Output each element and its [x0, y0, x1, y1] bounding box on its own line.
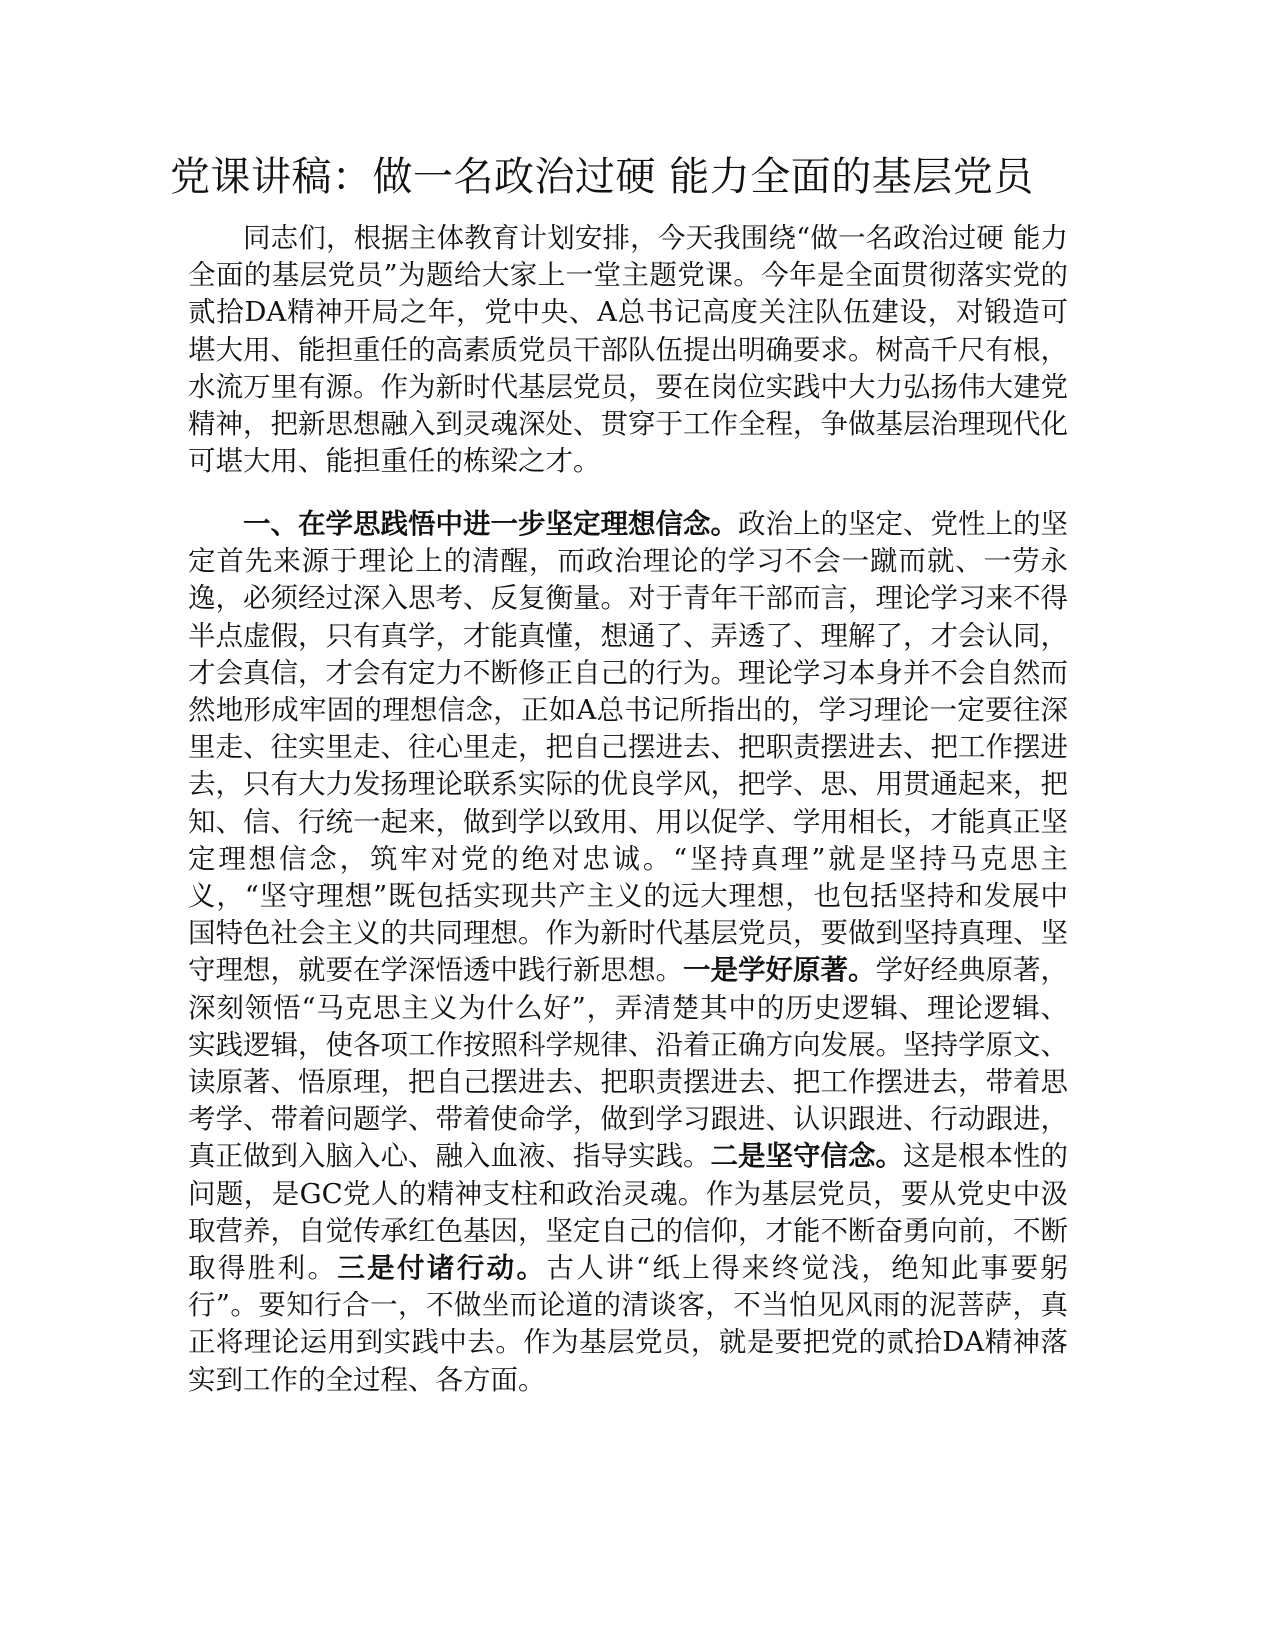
section-1-paragraph	[188, 506, 1068, 1399]
section-1-heading: 一、在学思践悟中进一步坚定理想信念。	[243, 508, 738, 540]
point-1-text: 学好经典原著，深刻领悟“马克思主义为什么好”，弄清楚其中的历史逻辑、理论逻辑、实践逻辑，使各项工作按照科学规律、沿着正确方向发展。坚持学原文、读原著、悟原理，把自己摆进去、把职责摆进去、把工作摆进去，带着思考学、带着问题学、带着使命学，做到学习跟进、认识跟进、行动跟进，真正做到入脑入心、融入血液、指导实践。	[188, 954, 1068, 1173]
intro-paragraph: 同志们，根据主体教育计划安排，今天我围绕“做一名政治过硬 能力全面的基层党员”为题给大家上一堂主题党课。今年是全面贯彻落实党的贰拾DA精神开局之年，党中央、A总书记高度关注队伍建设，对锻造可堪大用、能担重任的高素质党员干部队伍提出明确要求。树高千尺有根，水流万里有源。作为新时代基层党员，要在岗位实践中大力弘扬伟大建党精神，把新思想融入到灵魂深处、贯穿于工作全程，争做基层治理现代化可堪大用、能担重任的栋梁之才。	[188, 222, 1068, 478]
point-3-text: 古人讲“纸上得来终觉浅，绝知此事要躬行”。要知行合一，不做坐而论道的清谈客，不当怕见风雨的泥菩萨，真正将理论运用到实践中去。作为基层党员，就是要把党的贰拾DA精神落实到工作的全过程、各方面。	[188, 1252, 1069, 1396]
section-1-text-a: 政治上的坚定、党性上的坚定首先来源于理论上的清醒，而政治理论的学习不会一蹴而就、一劳永逸，必须经过深入思考、反复衡量。对于青年干部而言，理论学习来不得半点虚假，只有真学，才能真懂，想通了、弄透了、理解了，才会认同，才会真信，才会有定力不断修正自己的行为。理论学习本身并不会自然而然地形成牢固的理想信念，正如A总书记所指出的，学习理论一定要往深里走、往实里走、往心里走，把自己摆进去、把职责摆进去、把工作摆进去，只有大力发扬理论联系实际的优良学风，把学、思、用贯通起来，把知、信、行统一起来，做到学以致用、用以促学、学用相长，才能真正坚定理想信念，筑牢对党的绝对忠诚。“坚持真理”就是坚持马克思主义，“坚守理想”既包括实现共产主义的远大理想，也包括坚持和发展中国特色社会主义的共同理想。作为新时代基层党员，要做到坚持真理、坚守理想，就要在学深悟透中践行新思想。	[188, 508, 1068, 987]
point-1-label: 一是学好原著。	[683, 954, 876, 987]
point-2-text: 这是根本性的问题，是GC党人的精神支柱和政治灵魂。作为基层党员，要从党史中汲取营养，自觉传承红色基因，坚定自己的信仰，才能不断奋勇向前，不断取得胜利。	[188, 1140, 1068, 1285]
document-title: 党课讲稿：做一名政治过硬 能力全面的基层党员	[170, 154, 1034, 200]
point-2-label: 二是坚守信念。	[710, 1140, 903, 1173]
point-3-label: 三是付诸行动。	[337, 1252, 547, 1285]
